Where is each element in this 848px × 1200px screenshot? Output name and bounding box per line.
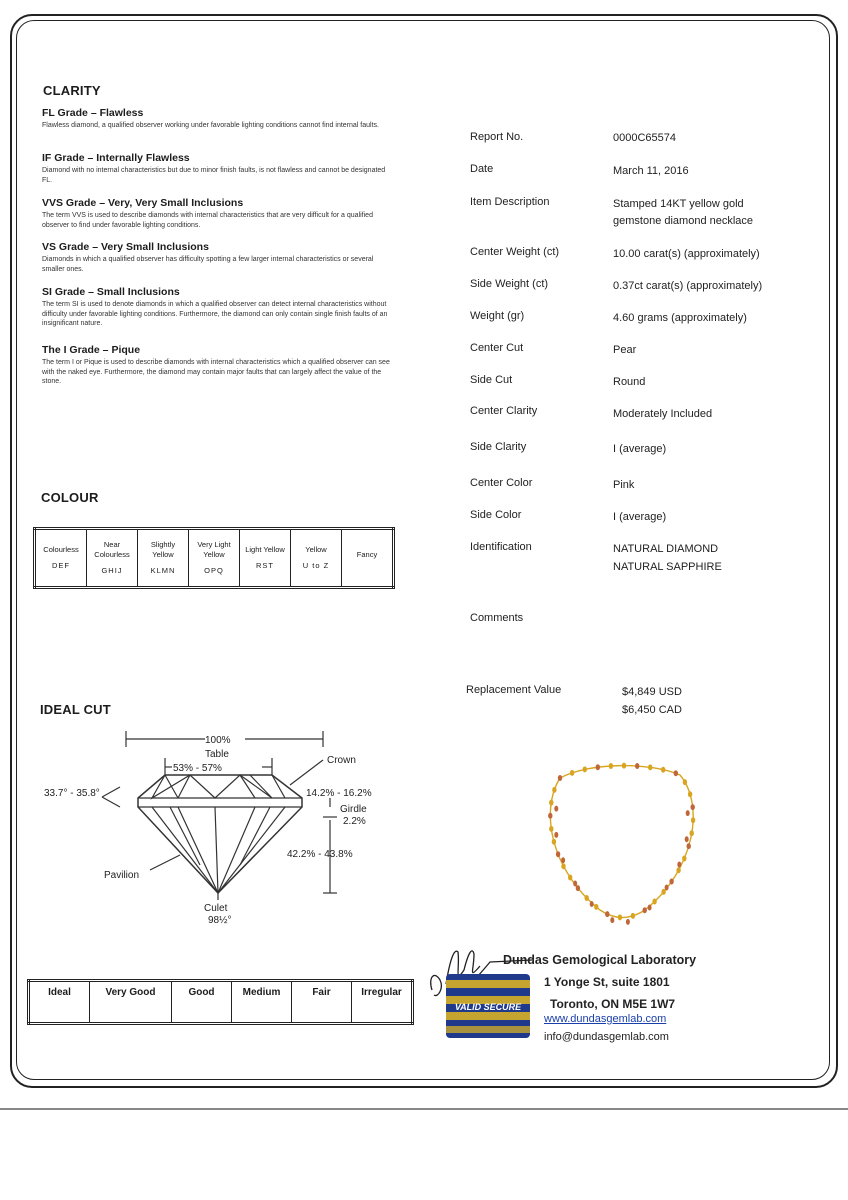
necklace-gemstone	[618, 914, 622, 920]
necklace-gemstone	[549, 826, 553, 832]
report-value: Round	[613, 376, 646, 388]
necklace-drop-stone	[554, 806, 558, 812]
report-value: NATURAL DIAMOND	[613, 543, 719, 555]
necklace-drop-stone	[561, 857, 565, 863]
report-value-replacement-2: $6,450 CAD	[622, 704, 682, 716]
clarity-grade-si	[42, 286, 392, 329]
necklace-gemstone	[676, 867, 680, 873]
necklace-photo	[530, 760, 720, 935]
necklace-gemstone	[690, 830, 694, 836]
necklace-gemstone	[596, 764, 600, 770]
grade-text: The term SI is used to denote diamonds in which a qualified observer can detect internal characteristics without difficulty under favorable lighting conditions. Furthermore, the diamond can only contain single finish faults of an insignificant nature.	[42, 301, 388, 327]
report-value: I (average)	[613, 443, 667, 455]
necklace-gemstone	[682, 856, 686, 862]
necklace-gemstone	[594, 904, 598, 910]
report-value: 4.60 grams (approximately)	[613, 312, 747, 324]
colour-cell-label: Fancy	[356, 550, 378, 559]
necklace-gemstone	[570, 770, 574, 776]
clarity-grade-if	[42, 152, 392, 185]
necklace-gemstone	[622, 763, 626, 769]
necklace-gemstone	[691, 817, 695, 823]
report-value: Stamped 14KT yellow gold gemstone diamond necklace	[613, 198, 754, 227]
diagram-crown-angle: 33.7° - 35.8°	[44, 788, 100, 799]
report-label: Report No.	[470, 131, 524, 143]
necklace-gemstone	[561, 863, 565, 869]
cut-grade-cell: Irregular	[352, 981, 413, 1024]
report-label: Comments	[470, 612, 524, 624]
necklace-gemstone	[549, 800, 553, 806]
report-value: Pear	[613, 344, 637, 356]
clarity-title: CLARITY	[43, 83, 101, 98]
necklace-gemstone	[635, 763, 639, 769]
necklace-gemstone	[552, 839, 556, 845]
grade-text: The term I or Pique is used to describe diamonds with internal characteristics which a qualified observer can see with the naked eye. Furthermore, the diamond may contain major faults that can largely affect the value of the stone.	[42, 359, 390, 385]
lab-address-1: 1 Yonge St, suite 1801	[544, 975, 670, 989]
lab-email: info@dundasgemlab.com	[544, 1031, 669, 1043]
necklace-drop-stone	[665, 885, 669, 891]
diagram-pavilion-depth: 42.2% - 43.8%	[287, 849, 353, 860]
necklace-drop-stone	[554, 832, 558, 838]
grade-heading: IF Grade – Internally Flawless	[42, 152, 190, 164]
colour-cell-label: Slightly Yellow	[150, 540, 176, 559]
necklace-drop-stone	[590, 901, 594, 907]
colour-cell-letters: DEF	[52, 561, 70, 570]
validation-seal	[446, 974, 530, 1038]
report-label: Center Color	[470, 477, 533, 489]
diagram-culet-value: 98½°	[208, 915, 232, 926]
cut-grade-cell: Ideal	[29, 981, 90, 1024]
colour-cell-label: Light Yellow	[245, 545, 285, 554]
necklace-gemstone	[687, 843, 691, 849]
report-label: Side Cut	[470, 374, 513, 386]
necklace-gemstone	[674, 770, 678, 776]
report-label: Side Weight (ct)	[470, 278, 549, 290]
grade-heading: The I Grade – Pique	[42, 344, 141, 356]
report-value: 10.00 carat(s) (approximately)	[613, 248, 760, 260]
seal-text: VALID SECURE	[454, 1002, 522, 1012]
necklace-gemstone	[688, 791, 692, 797]
necklace-drop-stone	[677, 862, 681, 868]
necklace-gemstone	[585, 895, 589, 901]
necklace-gemstone	[652, 899, 656, 905]
necklace-drop-stone	[626, 919, 630, 925]
necklace-gemstone	[583, 766, 587, 772]
necklace-gemstone	[691, 804, 695, 810]
diagram-culet-label: Culet	[204, 903, 228, 914]
report-label: Identification	[470, 541, 532, 553]
necklace-gemstone	[556, 851, 560, 857]
cut-grade-cell: Very Good	[90, 981, 172, 1024]
clarity-grade-vs	[42, 241, 392, 274]
necklace-gemstone	[552, 787, 556, 793]
lab-address-2: Toronto, ON M5E 1W7	[550, 997, 676, 1011]
colour-cell	[35, 529, 87, 588]
report-label: Item Description	[470, 196, 550, 208]
diagram-crown-height: 14.2% - 16.2%	[306, 788, 372, 799]
necklace-drop-stone	[686, 810, 690, 816]
colour-scale-table	[33, 527, 395, 589]
grade-text: The term VVS is used to describe diamonds with internal characteristics that are very difficult for a qualified observer to find under favorable lighting conditions.	[42, 212, 373, 229]
colour-cell-letters: KLMN	[150, 566, 176, 575]
colour-cell-label: Yellow	[305, 545, 327, 554]
necklace-gemstone	[558, 775, 562, 781]
necklace-gemstone	[643, 907, 647, 913]
diamond-cut-diagram	[40, 725, 400, 930]
clarity-grade-vvs	[42, 197, 392, 230]
colour-cell	[240, 529, 291, 588]
necklace-gemstone	[648, 764, 652, 770]
clarity-grade-i	[42, 344, 392, 387]
cut-grade-cell: Fair	[292, 981, 352, 1024]
necklace-gemstone	[568, 875, 572, 881]
lab-website-link[interactable]: www.dundasgemlab.com	[544, 1013, 667, 1025]
necklace-gemstone	[576, 885, 580, 891]
cut-grade-cell: Good	[172, 981, 232, 1024]
colour-cell-label: Very Light Yellow	[197, 540, 231, 559]
report-value: March 11, 2016	[613, 165, 689, 177]
necklace-gemstone	[683, 779, 687, 785]
report-value: 0000C65574	[613, 132, 677, 144]
colour-cell-letters: GHIJ	[101, 566, 123, 575]
grade-heading: VVS Grade – Very, Very Small Inclusions	[42, 197, 244, 209]
necklace-drop-stone	[573, 881, 577, 887]
report-label: Center Clarity	[470, 405, 538, 417]
colour-cell	[87, 529, 138, 588]
report-value: $4,849 USD	[622, 686, 682, 698]
report-value: I (average)	[613, 511, 667, 523]
report-label: Replacement Value	[466, 684, 562, 696]
necklace-drop-stone	[685, 836, 689, 842]
ideal-cut-title: IDEAL CUT	[40, 702, 111, 717]
grade-heading: VS Grade – Very Small Inclusions	[42, 241, 209, 253]
colour-cell-letters: OPQ	[204, 566, 224, 575]
cut-grade-cell: Medium	[232, 981, 292, 1024]
report-label: Side Color	[470, 509, 522, 521]
report-value: Pink	[613, 479, 635, 491]
grade-heading: SI Grade – Small Inclusions	[42, 286, 180, 298]
diagram-total: 100%	[205, 735, 231, 746]
report-value-identification-2: NATURAL SAPPHIRE	[613, 561, 722, 573]
clarity-grade-fl	[42, 107, 392, 131]
colour-cell-letters: RST	[256, 561, 274, 570]
necklace-chain	[550, 766, 693, 918]
lab-name: Dundas Gemological Laboratory	[503, 953, 697, 967]
diagram-table-range: 53% - 57%	[173, 763, 222, 774]
report-label: Side Clarity	[470, 441, 527, 453]
colour-cell-label: Near Colourless	[94, 540, 130, 559]
necklace-drop-stone	[648, 905, 652, 911]
diagram-crown-label: Crown	[327, 755, 356, 766]
diagram-girdle-value: 2.2%	[343, 816, 366, 827]
diagram-table-label: Table	[205, 749, 229, 760]
necklace-gemstone	[548, 813, 552, 819]
necklace-drop-stone	[610, 917, 614, 923]
grade-text: Flawless diamond, a qualified observer working under favorable lighting conditions cannot find internal faults.	[42, 122, 379, 129]
necklace-gemstone	[631, 913, 635, 919]
necklace-gemstone	[609, 763, 613, 769]
colour-title: COLOUR	[41, 490, 99, 505]
necklace-gemstone	[669, 879, 673, 885]
colour-cell-label: Colourless	[43, 545, 79, 554]
colour-cell	[189, 529, 240, 588]
report-label: Date	[470, 163, 494, 175]
grade-text: Diamond with no internal characteristics but due to minor finish faults, is not flawless and cannot be designated FL.	[42, 167, 386, 184]
colour-cell	[138, 529, 189, 588]
cut-grade-table	[27, 979, 414, 1025]
colour-cell	[291, 529, 342, 588]
colour-cell	[342, 529, 394, 588]
scan-edge-line	[0, 1108, 848, 1110]
report-label: Weight (gr)	[470, 310, 525, 322]
necklace-gemstone	[605, 911, 609, 917]
report-value: 0.37ct carat(s) (approximately)	[613, 280, 763, 292]
grade-text: Diamonds in which a qualified observer has difficulty spotting a few larger internal characteristics or several smaller ones.	[42, 256, 374, 273]
diagram-girdle-label: Girdle	[340, 804, 367, 815]
necklace-gemstone	[661, 889, 665, 895]
grade-heading: FL Grade – Flawless	[42, 107, 144, 119]
report-label: Center Weight (ct)	[470, 246, 560, 258]
necklace-gemstone	[661, 767, 665, 773]
diagram-pavilion-label: Pavilion	[104, 870, 140, 881]
colour-cell-letters: U to Z	[302, 561, 330, 570]
report-value: Moderately Included	[613, 408, 713, 420]
report-label: Center Cut	[470, 342, 524, 354]
